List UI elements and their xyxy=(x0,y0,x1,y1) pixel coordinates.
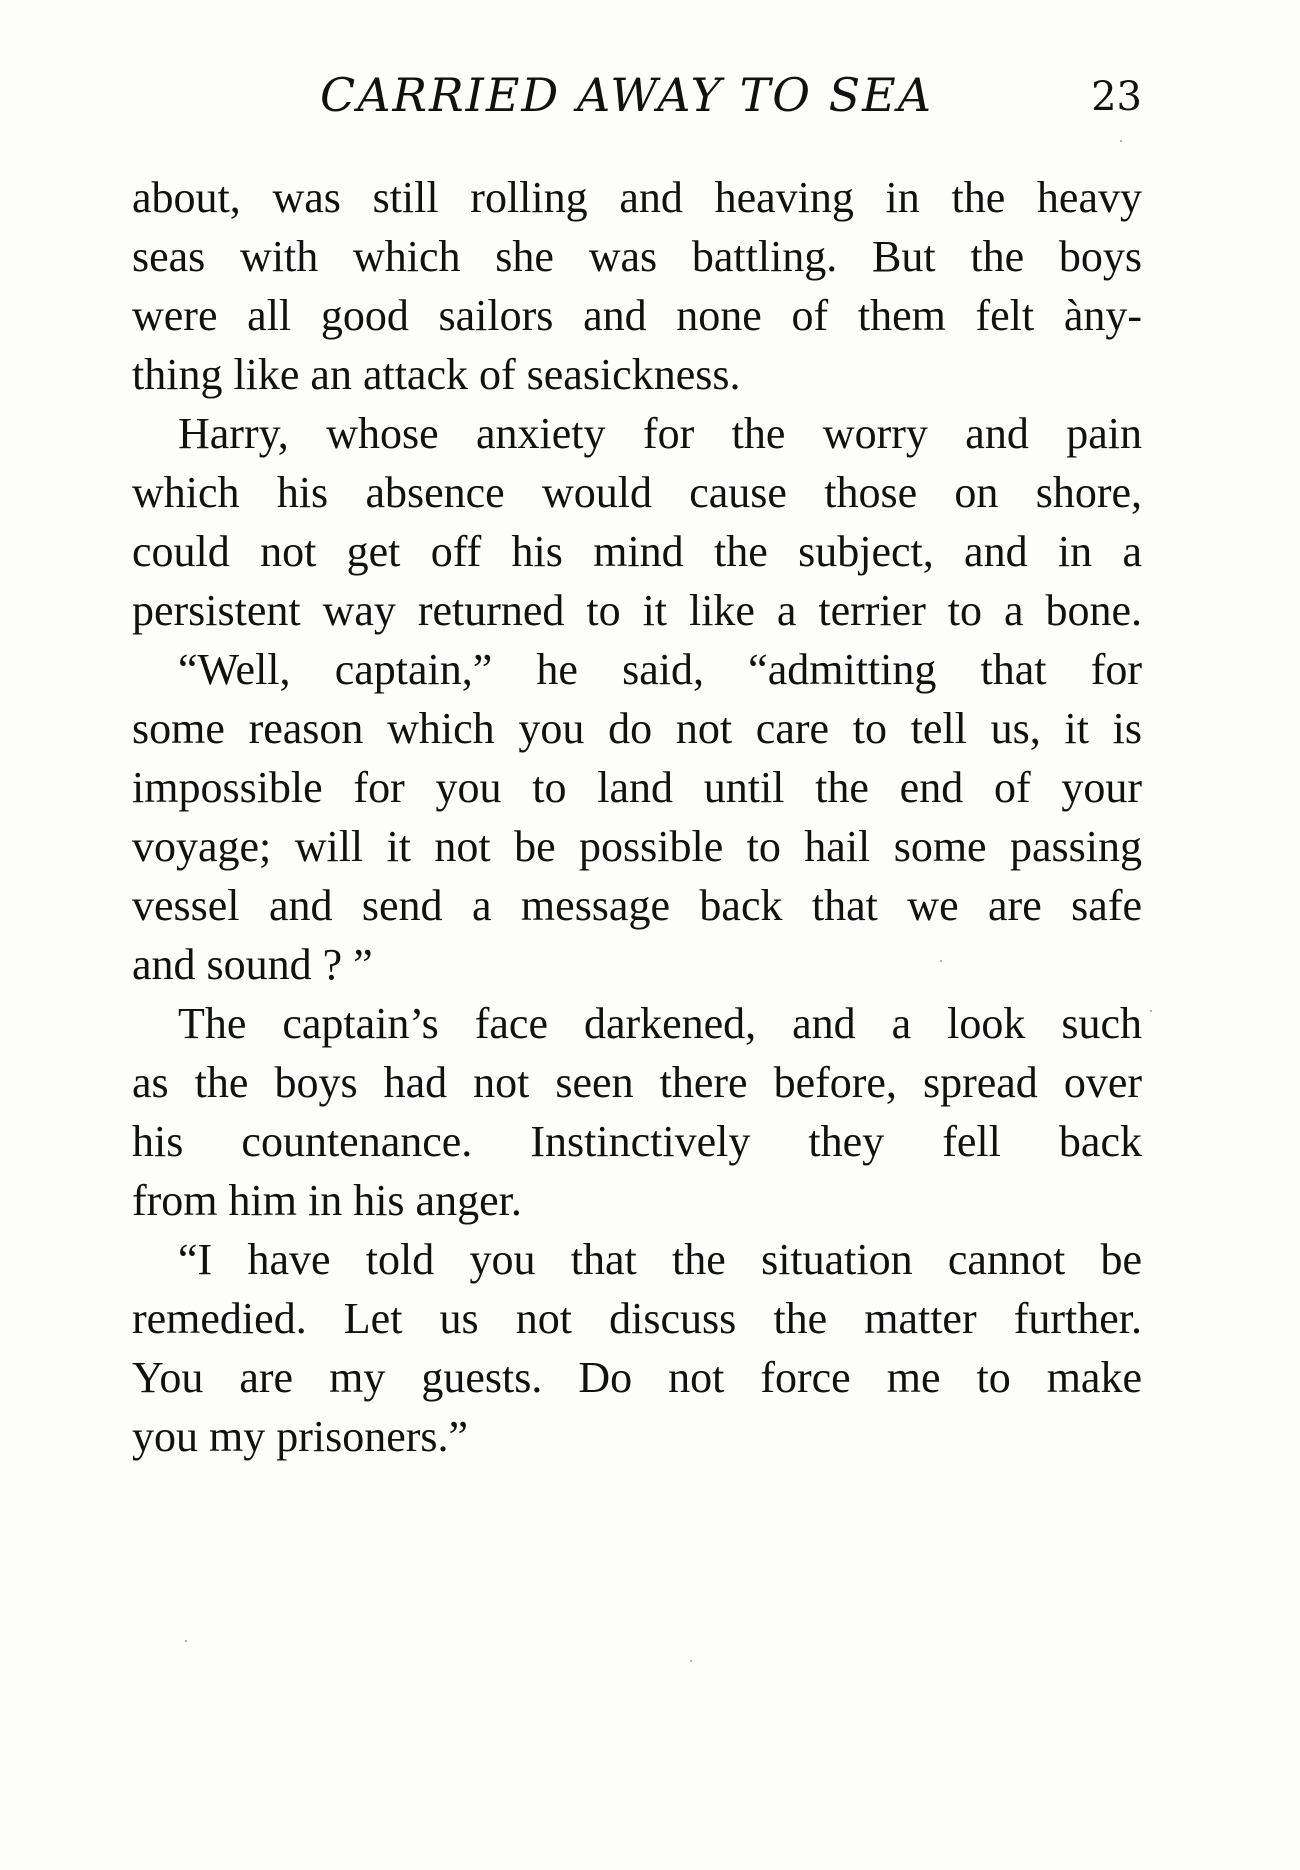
text-line: remedied. Let us not discuss the matter further. xyxy=(132,1294,1142,1343)
paragraph-3 xyxy=(132,640,1142,994)
paragraph-1 xyxy=(132,168,1142,404)
text-line: about, was still rolling and heaving in the heavy xyxy=(132,173,1142,222)
paper-speck xyxy=(1120,140,1122,142)
page-number: 23 xyxy=(1091,74,1142,120)
text-line: as the boys had not seen there before, spread over xyxy=(132,1058,1142,1107)
paragraph-2 xyxy=(132,404,1142,640)
text-line: his countenance. Instinctively they fell back xyxy=(132,1117,1142,1166)
paper-speck xyxy=(1150,1010,1152,1012)
paper-speck xyxy=(690,1660,692,1662)
paper-speck xyxy=(185,1640,187,1642)
text-line: could not get off his mind the subject, and in a xyxy=(132,527,1142,576)
text-line: vessel and send a message back that we are safe xyxy=(132,881,1142,930)
text-line: were all good sailors and none of them felt àny- xyxy=(132,291,1142,340)
text-line: impossible for you to land until the end of your xyxy=(132,763,1142,812)
text-line: thing like an attack of seasickness. xyxy=(132,350,741,399)
text-line: “I have told you that the situation cannot be xyxy=(178,1235,1142,1284)
text-line: you my prisoners.” xyxy=(132,1412,469,1461)
text-line: The captain’s face darkened, and a look such xyxy=(178,999,1142,1048)
paragraph-5 xyxy=(132,1230,1142,1466)
body-text xyxy=(132,168,1142,1466)
text-line: voyage; will it not be possible to hail some passing xyxy=(132,822,1142,871)
text-line: Harry, whose anxiety for the worry and pain xyxy=(178,409,1142,458)
text-line: some reason which you do not care to tell us, it is xyxy=(132,704,1142,753)
paper-speck xyxy=(940,960,942,962)
text-line: from him in his anger. xyxy=(132,1176,522,1225)
paragraph-4 xyxy=(132,994,1142,1230)
text-line: “Well, captain,” he said, “admitting that for xyxy=(178,645,1142,694)
text-line: persistent way returned to it like a terrier to a bone. xyxy=(132,586,1142,635)
text-line: which his absence would cause those on shore, xyxy=(132,468,1142,517)
text-line: You are my guests. Do not force me to make xyxy=(132,1353,1142,1402)
running-title: CARRIED AWAY TO SEA xyxy=(320,68,933,122)
text-line: and sound ? ” xyxy=(132,940,373,989)
running-head xyxy=(132,62,1142,142)
text-line: seas with which she was battling. But the boys xyxy=(132,232,1142,281)
